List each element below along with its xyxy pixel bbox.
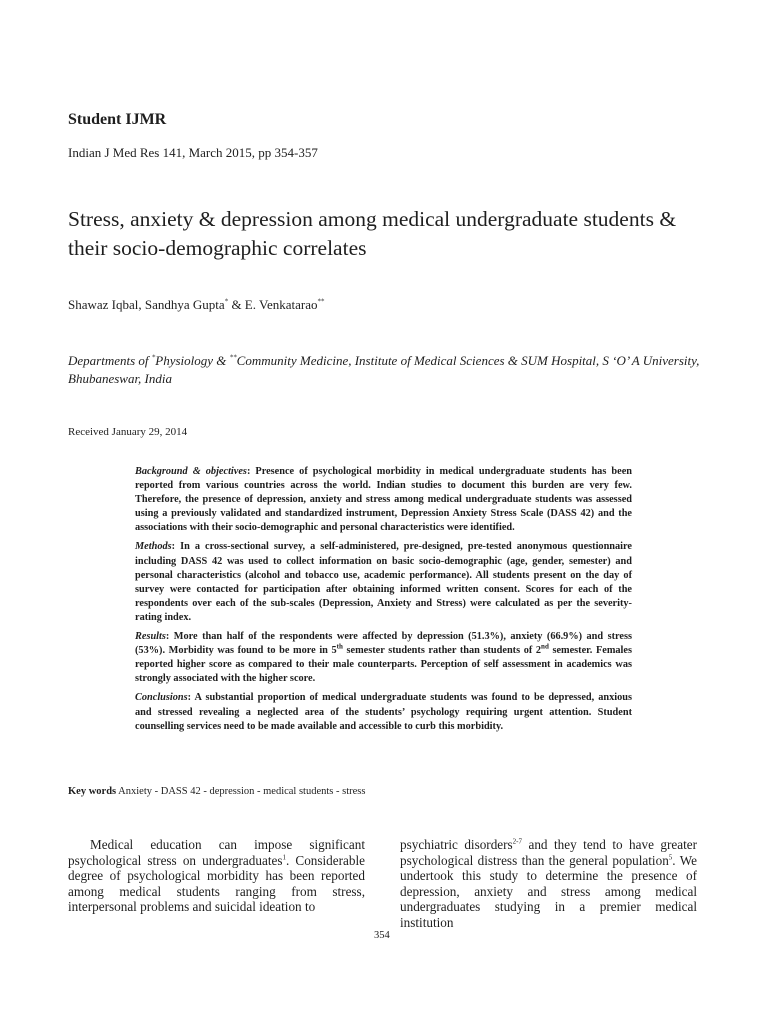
- author-name: & E. Venkatarao: [228, 297, 318, 312]
- superscript: th: [336, 642, 343, 651]
- abstract: [135, 465, 632, 739]
- affiliation-mark: *: [151, 353, 156, 362]
- keywords: [68, 786, 365, 797]
- affiliation-mark: *: [224, 297, 229, 306]
- body-text: . Considerable degree of psychological morbidity has been reported among medical students ranging from stress, interpersonal problems and suicidal ideation to: [68, 852, 365, 915]
- abstract-methods: [135, 540, 632, 625]
- abstract-label: Conclusions: [135, 692, 188, 704]
- abstract-text: semester. Females reported higher score as compared to their male counterparts. Perception of self assessment in academics was strongly associated with the higher score.: [135, 645, 632, 685]
- abstract-text: semester students rather than students of 2: [342, 645, 542, 657]
- body-text: Medical education can impose significant psychological stress on undergraduates: [68, 837, 365, 868]
- abstract-results: [135, 630, 632, 686]
- affiliation-prefix: Departments of: [68, 353, 152, 368]
- body-paragraph: [68, 837, 365, 915]
- section-label: Student IJMR: [68, 111, 167, 128]
- keywords-text: Anxiety - DASS 42 - depression - medical students - stress: [116, 786, 366, 797]
- abstract-label: Results: [135, 631, 166, 643]
- abstract-label: Background & objectives: [135, 466, 247, 477]
- author-list: [68, 297, 324, 313]
- abstract-background: [135, 465, 632, 535]
- abstract-text: : Presence of psychological morbidity in medical undergraduate students has been reported from various countries across the world. Indian studies to document this burden are very few. Therefore, the presence of depression, anxiety and stress among medical undergraduate students was assessed using a previously validated and standardized instrument, Depression Anxiety Stress Scale (DASS 42) and the associations with their socio-demographic and personal characteristics were identified.: [135, 466, 632, 534]
- page-number: 354: [374, 930, 390, 941]
- abstract-conclusions: [135, 691, 632, 733]
- body-column-left: [68, 837, 365, 915]
- body-text: . We undertook this study to determine the presence of depression, anxiety and stress among medical undergraduates studying in a premier medical institution: [400, 852, 697, 930]
- affiliation-mark: **: [229, 353, 237, 362]
- superscript: nd: [541, 642, 549, 651]
- body-paragraph: [400, 837, 697, 931]
- abstract-text: : More than half of the respondents were affected by depression (51.3%), anxiety (66.9%) and stress (53%). Morbidity was found to be more in 5: [135, 631, 632, 657]
- journal-citation: Indian J Med Res 141, March 2015, pp 354-357: [68, 145, 318, 160]
- received-date: Received January 29, 2014: [68, 426, 188, 438]
- author-name: Shawaz Iqbal, Sandhya Gupta: [68, 297, 225, 312]
- body-text: and they tend to have greater psychological distress than the general population: [400, 837, 698, 868]
- affiliation-dept: Physiology &: [155, 353, 230, 368]
- abstract-text: : A substantial proportion of medical undergraduate students was found to be depressed, anxious and stressed revealing a neglected area of the students’ psychology requiring urgent attention. Student counselling services need to be made available and accessible to curb this morbidity.: [135, 692, 632, 732]
- abstract-text: : In a cross-sectional survey, a self-administered, pre-designed, pre-tested anonymous questionnaire including DASS 42 was used to collect information on basic socio-demographic (age, gender, semester) and personal characteristics (alcohol and tobacco use, academic performance). All students present on the day of survey were contacted for participation after obtaining informed written consent. Scores for each of the respondents over each of the sub-scales (Depression, Anxiety and Stress) were calculated as per the severity-rating index.: [135, 541, 632, 623]
- body-text: psychiatric disorders: [400, 837, 513, 852]
- affiliation-mark: **: [317, 297, 325, 306]
- abstract-label: Methods: [135, 541, 172, 553]
- keywords-label: Key words: [68, 786, 117, 797]
- article-title: Stress, anxiety & depression among medical undergraduate students & their socio-demographic correlates: [68, 207, 677, 260]
- citation-ref: 2-7: [512, 837, 523, 846]
- body-column-right: [400, 837, 697, 931]
- affiliation: [68, 352, 708, 388]
- affiliation-dept: Community Medicine, Institute of Medical Sciences & SUM Hospital, S ‘O’ A University, Bhubaneswar, India: [68, 353, 700, 386]
- citation-ref: 5: [668, 853, 673, 862]
- citation-ref: 1: [282, 853, 286, 862]
